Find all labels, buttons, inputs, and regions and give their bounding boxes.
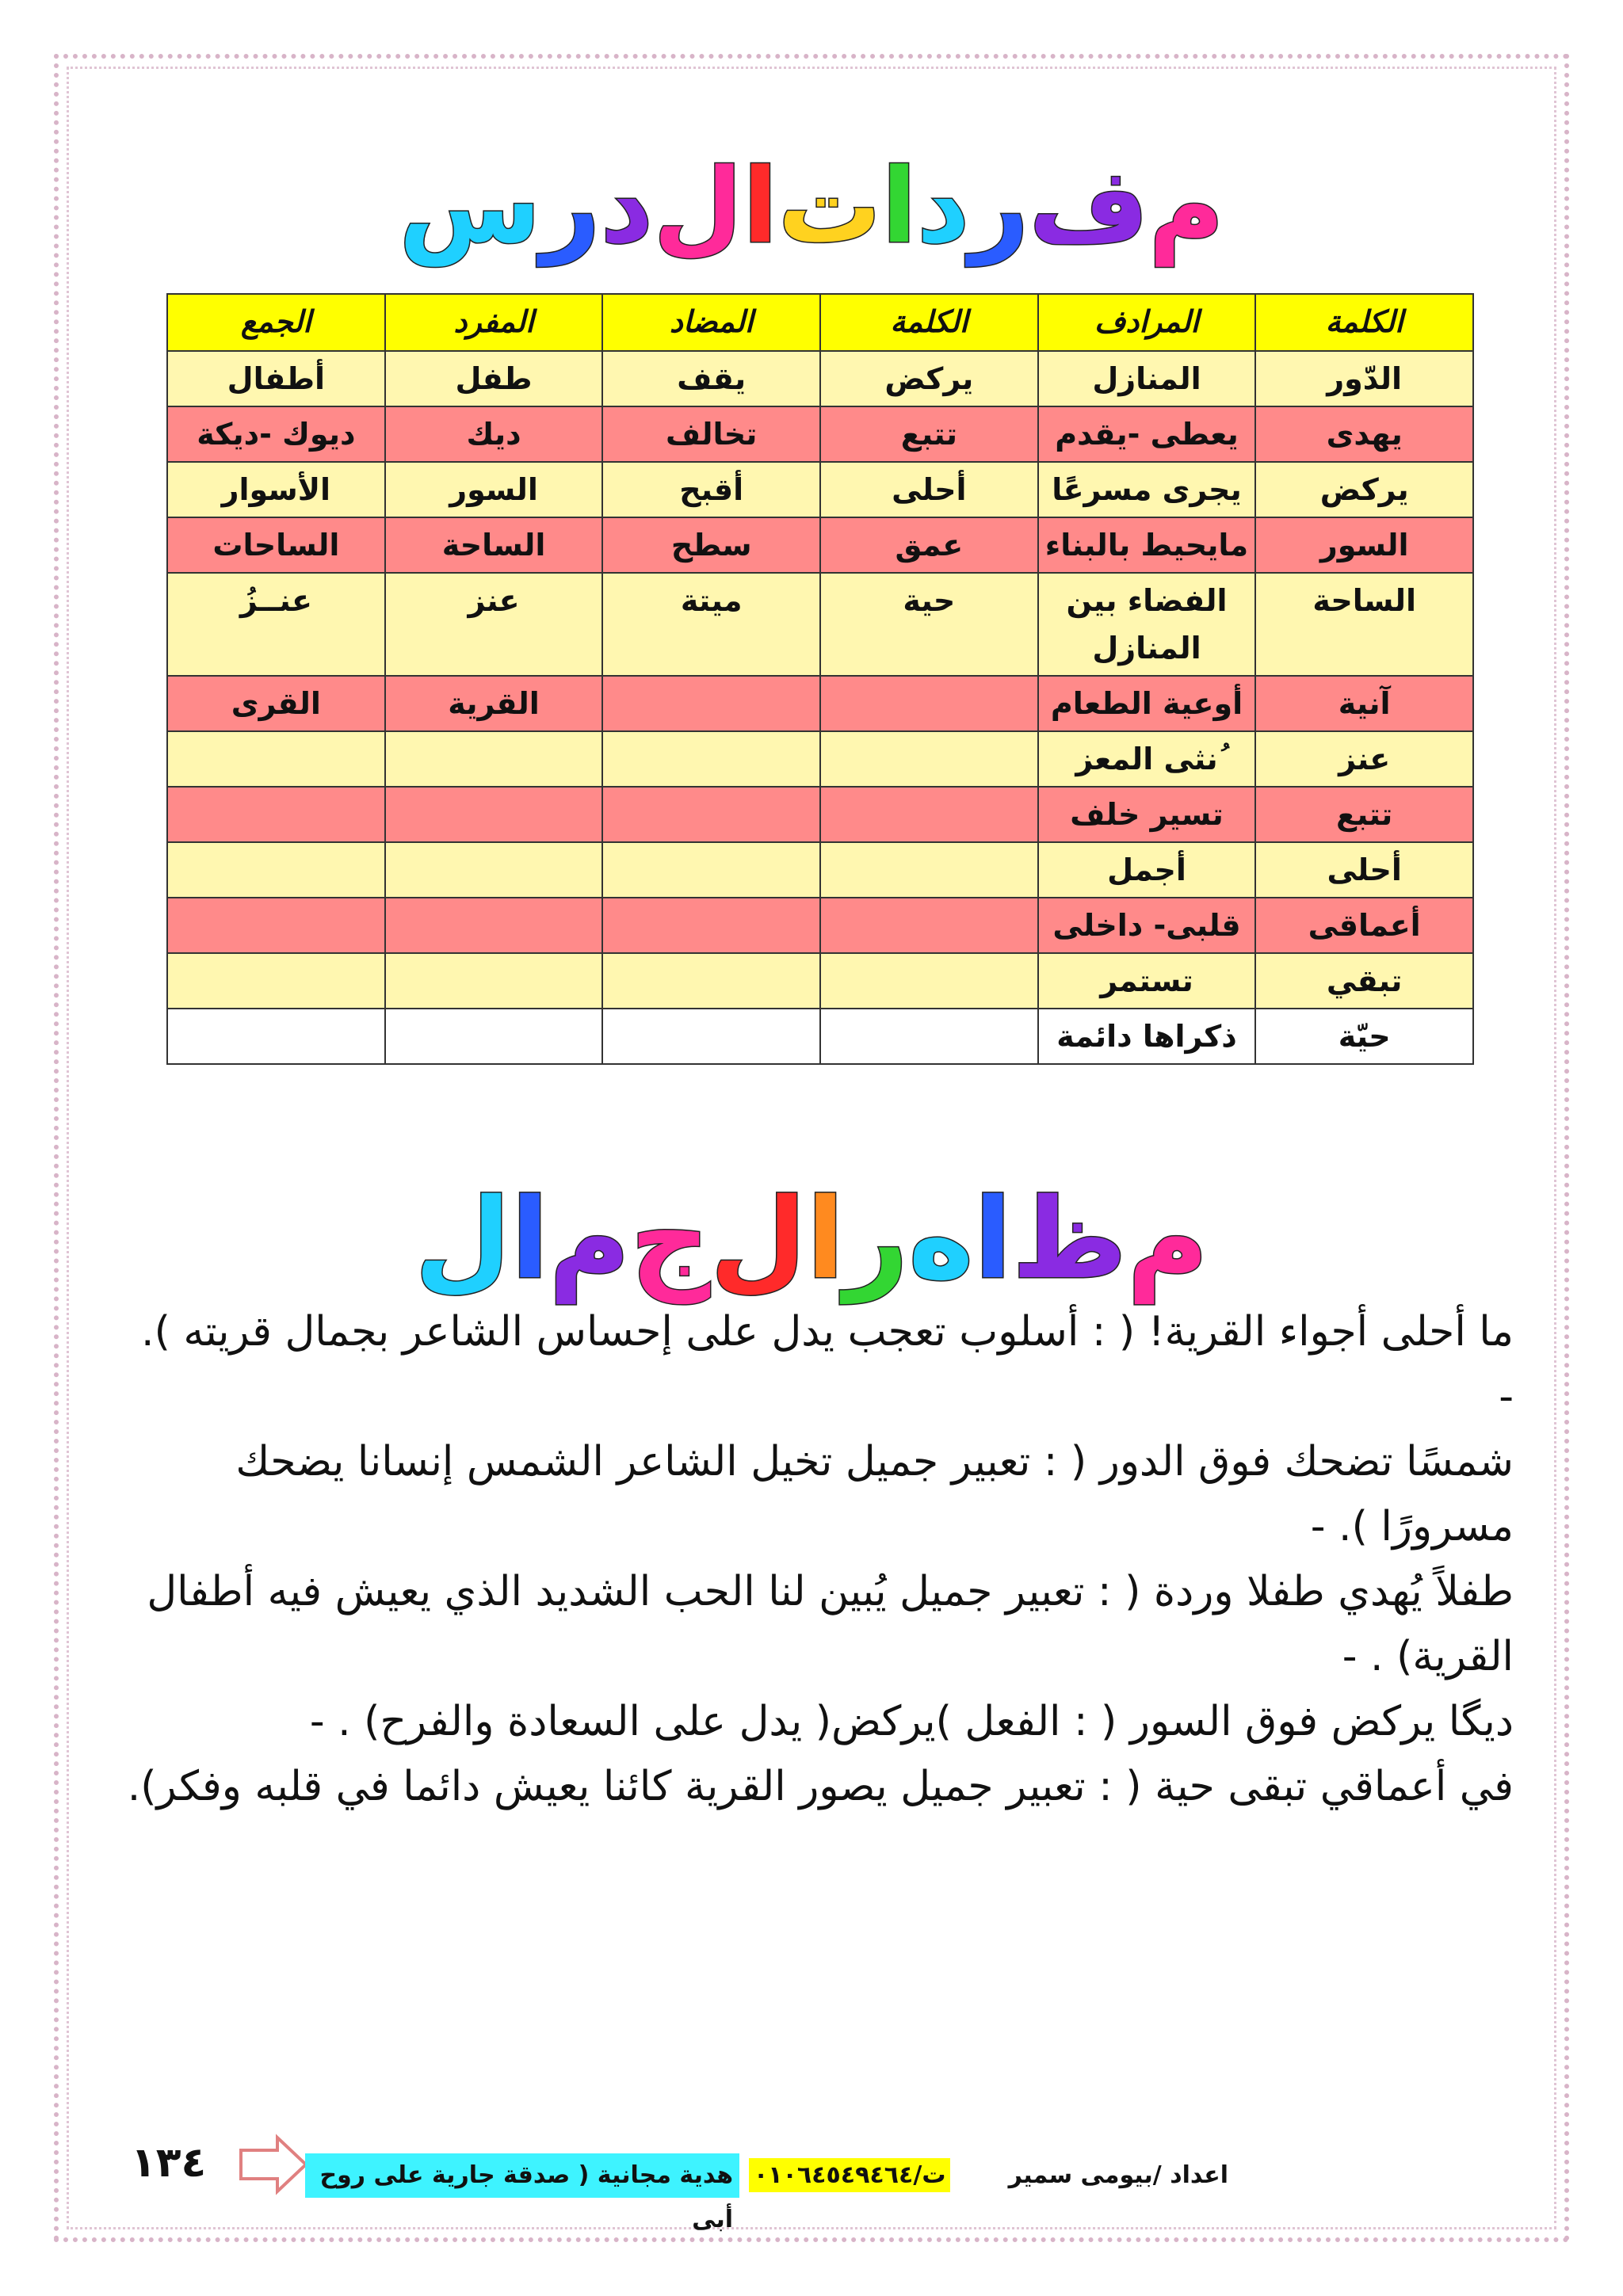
- table-cell: حيّة: [1255, 1009, 1473, 1064]
- title-text: مظاهرالجمال: [414, 1175, 1209, 1304]
- table-row: [167, 676, 1473, 731]
- table-cell: [820, 1009, 1038, 1064]
- table-cell: [602, 842, 820, 898]
- table-cell: ميتة: [602, 573, 820, 676]
- vocab-title: [0, 143, 1623, 269]
- table-row: [167, 842, 1473, 898]
- beauty-title: [0, 1173, 1623, 1307]
- table-cell: الساحة: [1255, 573, 1473, 676]
- table-cell: [602, 898, 820, 953]
- table-cell: [385, 1009, 603, 1064]
- table-cell: [167, 1009, 385, 1064]
- table-row: [167, 462, 1473, 517]
- table-cell: أعماقى: [1255, 898, 1473, 953]
- table-cell: آنية: [1255, 676, 1473, 731]
- table-cell: يقف: [602, 351, 820, 406]
- table-cell: تسير خلف: [1038, 787, 1256, 842]
- table-cell: يهدى: [1255, 406, 1473, 462]
- table-row: [167, 787, 1473, 842]
- phone-number: ت/٠١٠٦٤٥٤٩٤٦٤: [749, 2158, 951, 2192]
- table-cell: تبقي: [1255, 953, 1473, 1009]
- table-cell: [820, 731, 1038, 787]
- table-cell: عنز: [385, 573, 603, 676]
- table-cell: [167, 953, 385, 1009]
- table-cell: [167, 787, 385, 842]
- table-cell: [385, 787, 603, 842]
- footer-credits: [753, 2153, 1228, 2198]
- table-cell: [602, 953, 820, 1009]
- arrow-icon: [238, 2133, 309, 2196]
- table-cell: مايحيط بالبناء: [1038, 517, 1256, 573]
- table-cell: [385, 898, 603, 953]
- table-cell: أجمل: [1038, 842, 1256, 898]
- table-header-row: [167, 294, 1473, 351]
- table-cell: طفل: [385, 351, 603, 406]
- table-cell: تستمر: [1038, 953, 1256, 1009]
- table-cell: ذكراها دائمة: [1038, 1009, 1256, 1064]
- table-cell: المنازل: [1038, 351, 1256, 406]
- table-cell: يركض: [1255, 462, 1473, 517]
- table-cell: [820, 953, 1038, 1009]
- table-cell: أحلى: [1255, 842, 1473, 898]
- table-row: [167, 898, 1473, 953]
- paragraph: ديگا يركض فوق السور ( : الفعل )يركض( يدل على السعادة والفرح) . -: [309, 1698, 1514, 1745]
- header-cell: الجمع: [167, 294, 385, 351]
- table-row: [167, 1009, 1473, 1064]
- table-cell: السور: [385, 462, 603, 517]
- table-cell: [602, 676, 820, 731]
- table-row: [167, 953, 1473, 1009]
- header-cell: المرادف: [1038, 294, 1256, 351]
- table-cell: أحلى: [820, 462, 1038, 517]
- gift-banner: هدية مجانية ( صدقة جارية على روح أبى: [305, 2153, 739, 2198]
- table-row: [167, 351, 1473, 406]
- table-cell: السور: [1255, 517, 1473, 573]
- table-cell: القرى: [167, 676, 385, 731]
- author-credit: اعداد /بيومى سمير: [1008, 2161, 1228, 2189]
- beauty-paragraphs: [127, 1299, 1514, 1819]
- table-cell: الساحات: [167, 517, 385, 573]
- table-cell: يعطى -يقدم: [1038, 406, 1256, 462]
- table-cell: [167, 731, 385, 787]
- table-cell: [820, 898, 1038, 953]
- table-cell: [385, 842, 603, 898]
- table-cell: [820, 676, 1038, 731]
- table-row: [167, 406, 1473, 462]
- table-row: [167, 731, 1473, 787]
- table-cell: يجرى مسرعًا: [1038, 462, 1256, 517]
- table-cell: أقبح: [602, 462, 820, 517]
- table-cell: أوعية الطعام: [1038, 676, 1256, 731]
- table-cell: يركض: [820, 351, 1038, 406]
- table-cell: عمق: [820, 517, 1038, 573]
- table-cell: [385, 953, 603, 1009]
- paragraph: في أعماقي تبقى حية ( : تعبير جميل يصور القرية كائنا يعيش دائما في قلبه وفكر).: [127, 1763, 1514, 1810]
- table-cell: [602, 787, 820, 842]
- table-cell: حية: [820, 573, 1038, 676]
- table-cell: عنــزُ: [167, 573, 385, 676]
- table-cell: سطح: [602, 517, 820, 573]
- table-cell: [820, 842, 1038, 898]
- table-cell: ديك: [385, 406, 603, 462]
- table-row: [167, 517, 1473, 573]
- title-text: مفرداتالدرس: [399, 146, 1224, 266]
- vocab-table: [166, 293, 1474, 1065]
- table-cell: الدّور: [1255, 351, 1473, 406]
- paragraph: ما أحلى أجواء القرية! ( : أسلوب تعجب يدل على إحساس الشاعر بجمال قريته ). -: [141, 1308, 1514, 1421]
- table-cell: تخالف: [602, 406, 820, 462]
- page-number: ١٣٤: [131, 2139, 207, 2187]
- paragraph: طفلاً يُهدي طفلا وردة ( : تعبير جميل يُبين لنا الحب الشديد الذي يعيش فيه أطفال القرية) . -: [147, 1568, 1514, 1680]
- table-cell: قلبى- داخلى: [1038, 898, 1256, 953]
- table-cell: [167, 898, 385, 953]
- table-cell: الفضاء بين المنازل: [1038, 573, 1256, 676]
- table-cell: [602, 731, 820, 787]
- header-cell: الكلمة: [1255, 294, 1473, 351]
- header-cell: المفرد: [385, 294, 603, 351]
- table-cell: الأسوار: [167, 462, 385, 517]
- paragraph: شمسًا تضحك فوق الدور ( : تعبير جميل تخيل الشاعر الشمس إنسانا يضحك مسرورًا ). -: [235, 1438, 1514, 1550]
- header-cell: المضاد: [602, 294, 820, 351]
- table-cell: [820, 787, 1038, 842]
- table-cell: الساحة: [385, 517, 603, 573]
- table-cell: أطفال: [167, 351, 385, 406]
- table-cell: [602, 1009, 820, 1064]
- table-row: [167, 573, 1473, 676]
- table-cell: تتبع: [1255, 787, 1473, 842]
- table-cell: ُنثى المعز: [1038, 731, 1256, 787]
- table-cell: تتبع: [820, 406, 1038, 462]
- table-cell: ديوك -ديكة: [167, 406, 385, 462]
- table-cell: القرية: [385, 676, 603, 731]
- table-cell: عنز: [1255, 731, 1473, 787]
- header-cell: الكلمة: [820, 294, 1038, 351]
- table-cell: [167, 842, 385, 898]
- table-cell: [385, 731, 603, 787]
